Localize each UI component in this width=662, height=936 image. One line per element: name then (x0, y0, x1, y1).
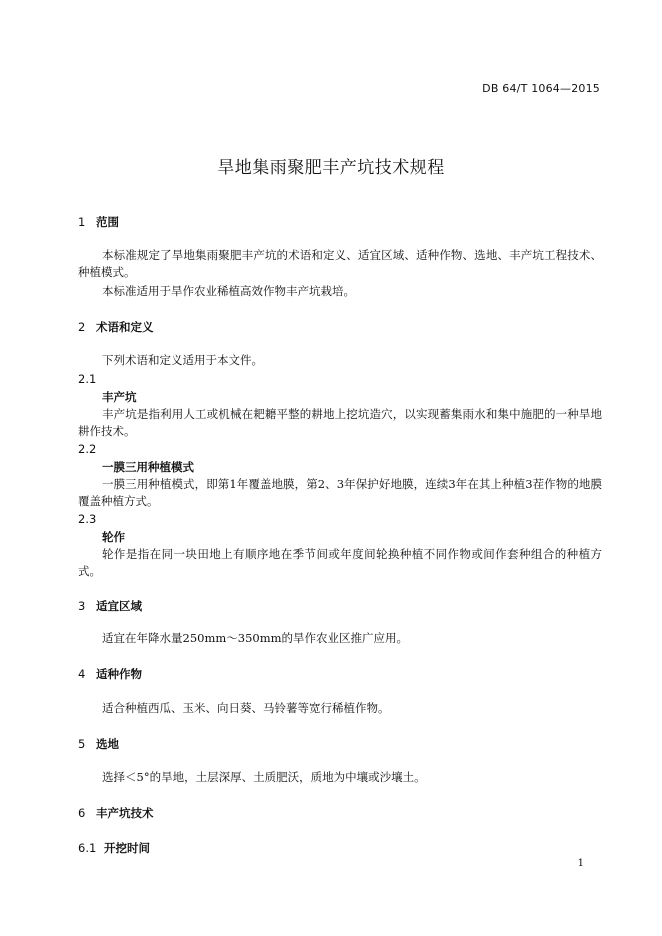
term-2-2-number: 2.2 (78, 442, 97, 456)
subsection-title: 开挖时间 (104, 841, 150, 855)
section-title: 适宜区域 (96, 599, 142, 613)
section-number: 2 (78, 320, 86, 334)
section-5-paragraph-1: 选择＜5°的旱地，土层深厚、土质肥沃，质地为中壤或沙壤土。 (102, 770, 426, 784)
term-2-1-definition: 丰产坑是指利用人工或机械在耙耱平整的耕地上挖坑造穴，以实现蓄集雨水和集中施肥的一种旱地耕作技术。 (78, 407, 602, 438)
term-2-3-name: 轮作 (102, 530, 125, 544)
section-number: 4 (78, 667, 86, 681)
document-title: 旱地集雨聚肥丰产坑技术规程 (217, 158, 445, 178)
section-1-paragraph-1: 本标准规定了旱地集雨聚肥丰产坑的术语和定义、适宜区域、适种作物、选地、丰产坑工程技术、种植模式。 (78, 248, 602, 279)
section-2-heading (78, 319, 154, 335)
term-2-1-name: 丰产坑 (102, 390, 137, 404)
subsection-number: 6.1 (78, 841, 97, 855)
section-number: 1 (78, 215, 86, 229)
term-2-2-definition: 一膜三用种植模式，即第1年覆盖地膜，第2、3年保护好地膜，连续3年在其上种植3茬作物的地膜覆盖种植方式。 (78, 477, 602, 508)
section-3-heading (78, 598, 142, 614)
section-1-heading (78, 214, 119, 230)
section-number: 5 (78, 737, 86, 751)
term-2-2-name: 一膜三用种植模式 (102, 460, 194, 474)
term-2-3-definition: 轮作是指在同一块田地上有顺序地在季节间或年度间轮换种植不同作物或间作套种组合的种植方式。 (78, 547, 602, 578)
section-3-paragraph-1: 适宜在年降水量250mm～350mm的旱作农业区推广应用。 (102, 631, 409, 645)
section-1-paragraph-2: 本标准适用于旱作农业稀植高效作物丰产坑栽培。 (102, 284, 355, 298)
section-title: 适种作物 (96, 667, 142, 681)
page-number: 1 (577, 858, 584, 869)
term-2-1-number: 2.1 (78, 372, 97, 386)
section-title: 丰产坑技术 (96, 806, 154, 820)
section-6-heading (78, 805, 154, 821)
section-5-heading (78, 736, 119, 752)
section-title: 术语和定义 (96, 320, 154, 334)
section-2-intro: 下列术语和定义适用于本文件。 (102, 353, 263, 367)
term-2-3-number: 2.3 (78, 512, 97, 526)
section-title: 范围 (96, 215, 119, 229)
section-4-heading (78, 666, 142, 682)
standard-code: DB 64/T 1064—2015 (482, 82, 600, 95)
section-number: 3 (78, 599, 86, 613)
section-6-1-heading (78, 840, 150, 856)
section-number: 6 (78, 806, 86, 820)
section-4-paragraph-1: 适合种植西瓜、玉米、向日葵、马铃薯等宽行稀植作物。 (102, 701, 390, 715)
section-title: 选地 (96, 737, 119, 751)
